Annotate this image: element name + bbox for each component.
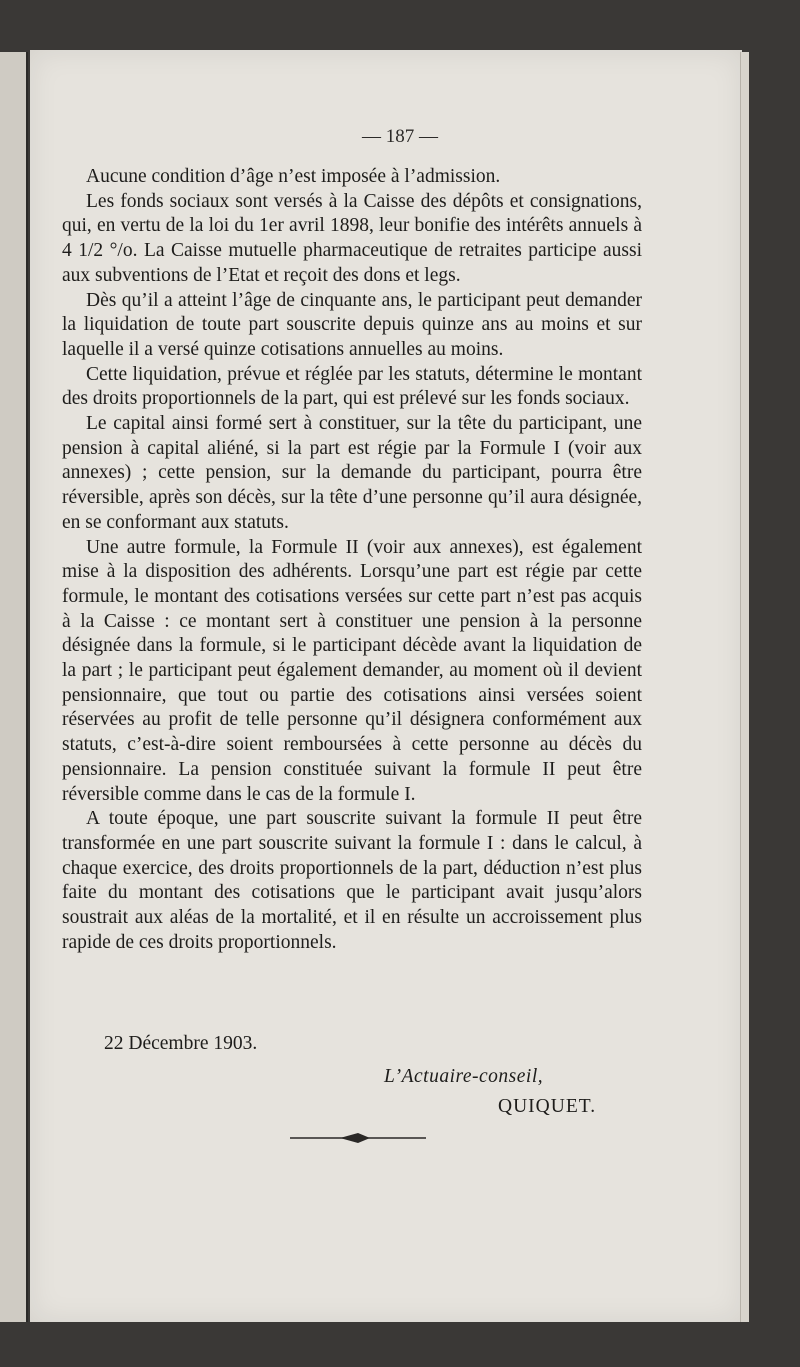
paragraph-4: Cette liquidation, prévue et réglée par les statuts, détermine le montant des droits proportionnels de la part, qui est prélevé sur les fonds sociaux.	[62, 363, 642, 410]
paragraph-2: Les fonds sociaux sont versés à la Caisse des dépôts et consignations, qui, en vertu de la loi du 1er avril 1898, leur bonifie des intérêts annuels à 4 1/2 °/o. La Caisse mutuelle pharmaceutique de retraites participe aussi aux subventions de l’Etat et reçoit des dons et legs.	[62, 190, 642, 286]
facing-page-edge	[0, 52, 28, 1322]
paragraph-3: Dès qu’il a atteint l’âge de cinquante ans, le participant peut demander la liquidation de toute part souscrite depuis quinze ans au moins et sur laquelle il a versé quinze cotisations annuelles au moins.	[62, 289, 642, 360]
signature-title: L’Actuaire-conseil,	[384, 1066, 544, 1087]
paragraph-6: Une autre formule, la Formule II (voir aux annexes), est également mise à la disposition des adhérents. Lorsqu’une part est régie par cette formule, le montant des cotisations versées sur cette part n’est pas acquis à la Caisse : ce montant sert à constituer une pension à la personne désignée dans la formule, si le participant décède avant la liquidation de la part ; le participant peut également demander, au moment où il devient pensionnaire, que tout ou partie des cotisations ainsi versées soient réservées au profit de telle personne qu’il désignera conformément aux statuts, c’est-à-dire soient remboursées à cette personne au décès du pensionnaire. La pension constituée suivant la formule II peut être réversible comme dans le cas de la formule I.	[62, 536, 642, 805]
page-edge	[740, 52, 749, 1322]
paragraph-5: Le capital ainsi formé sert à constituer, sur la tête du participant, une pension à capital aliéné, si la part est régie par la Formule I (voir aux annexes) ; cette pension, sur la demande du participant, pourra être réversible, après son décès, sur la tête d’une personne qu’il aura désignée, en se conformant aux statuts.	[62, 413, 642, 533]
date-line: 22 Décembre 1903.	[104, 1033, 258, 1054]
ornament-divider-icon	[290, 1130, 426, 1146]
page-number: — 187 —	[362, 126, 438, 147]
paragraph-1: Aucune condition d’âge n’est imposée à l’admission.	[86, 166, 501, 187]
body-text	[62, 165, 642, 956]
signature-name: QUIQUET.	[498, 1096, 597, 1117]
paragraph-7: A toute époque, une part souscrite suivant la formule II peut être transformée en une part souscrite suivant la formule I : dans le calcul, à chaque exercice, des droits proportionnels de la part, déduction n’est plus faite du montant des cotisations que le participant avait jusqu’alors soustrait aux aléas de la mortalité, et il en résulte un accroissement plus rapide de ces droits proportionnels.	[62, 808, 642, 953]
